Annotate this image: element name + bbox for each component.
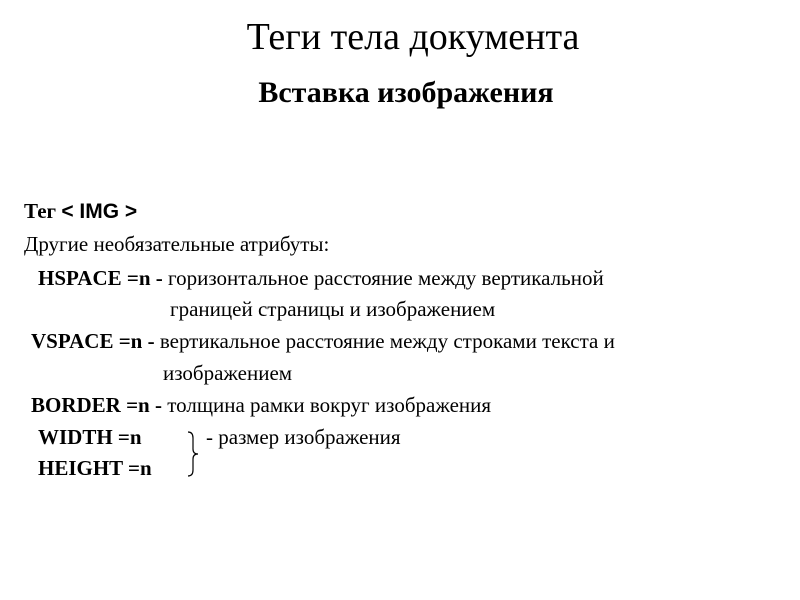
page-title: Теги тела документа <box>246 16 580 58</box>
tag-line <box>24 198 137 225</box>
attr-vspace <box>31 328 615 354</box>
attr-hspace-name: HSPACE =n - <box>38 266 163 290</box>
attr-vspace-name: VSPACE =n - <box>31 329 155 353</box>
page-subtitle: Вставка изображения <box>258 76 554 109</box>
attr-hspace <box>38 265 604 291</box>
tag-label: Тег <box>24 199 57 223</box>
attr-border <box>31 392 491 418</box>
attr-size-desc: - размер изображения <box>206 425 401 449</box>
attr-hspace-desc-cont: границей страницы и изображением <box>170 297 496 321</box>
attr-border-desc: толщина рамки вокруг изображения <box>167 393 492 417</box>
attr-width-name: WIDTH =n <box>38 425 142 449</box>
intro-text: Другие необязательные атрибуты: <box>24 232 330 256</box>
attr-height-name: HEIGHT =n <box>38 456 152 480</box>
curly-brace <box>186 430 200 478</box>
attr-vspace-desc: вертикальное расстояние между строками текста и <box>159 329 615 353</box>
attr-border-name: BORDER =n - <box>31 393 162 417</box>
tag-name: < IMG > <box>61 200 138 223</box>
attr-vspace-desc-cont: изображением <box>163 361 293 385</box>
attr-hspace-desc: горизонтальное расстояние между вертикальной <box>168 266 604 290</box>
